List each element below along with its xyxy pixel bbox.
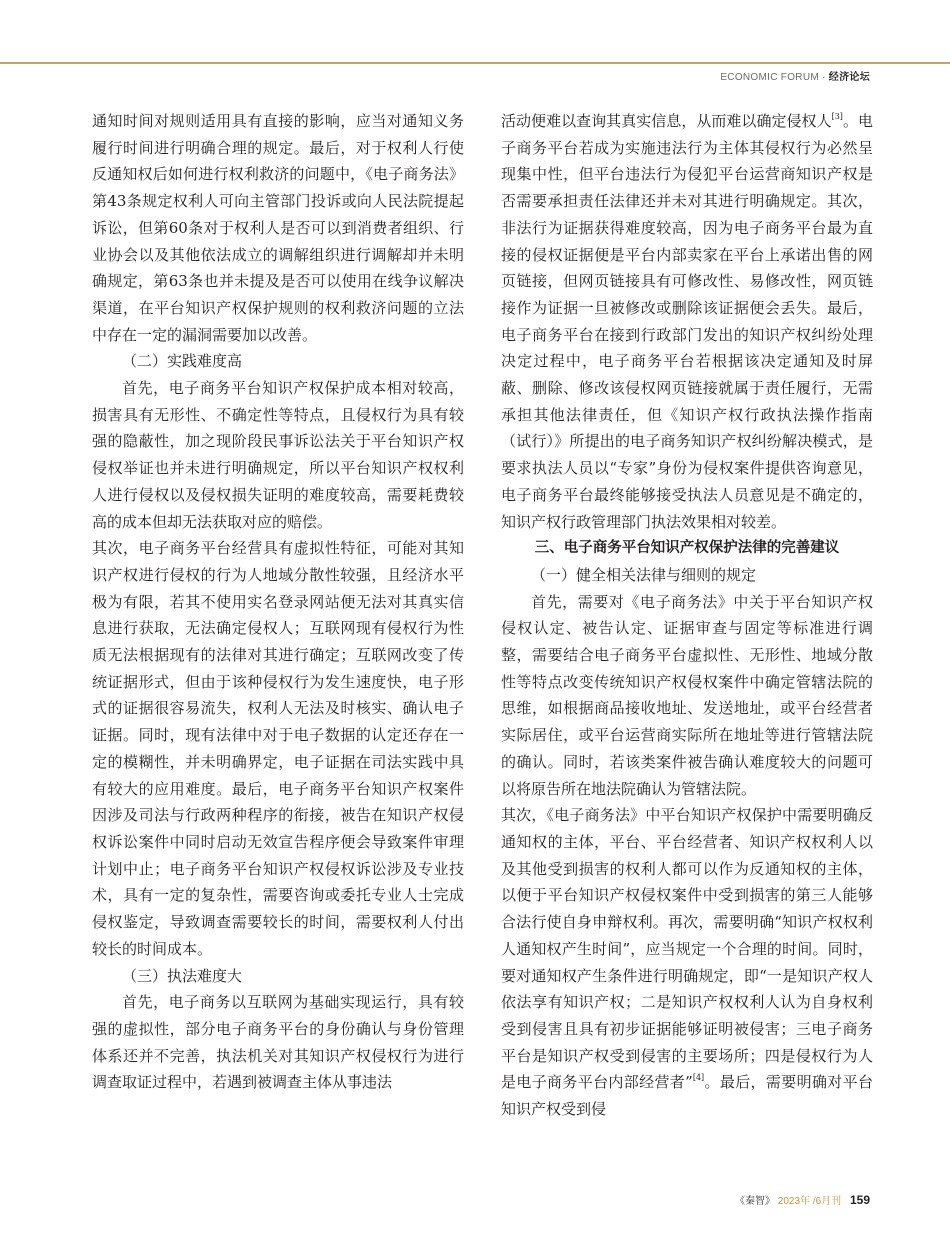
paragraph: 首先，需要对《电子商务法》中关于平台知识产权侵权认定、被告认定、证据审查与固定等标准进行调整，需要结合电子商务平台虚拟性、无形性、地域分散性等特点改变传统知识产权侵权案件中确定管辖法院的思维，如根据商品接收地址、发送地址，或平台经营者实际居住，或平台运营商实际所在地址等进行管辖法院的确认。同时，若该类案件被告确认难度较大的问题可以将原告所在地法院确认为管辖法院。	[501, 592, 873, 798]
paragraph	[501, 108, 873, 535]
paragraph-text: 。最后，需要明确对平台知识产权受到侵	[501, 1073, 873, 1119]
paragraph-text: 活动便难以查询其真实信息，从而难以确定侵权人	[501, 112, 832, 130]
section-heading: 三、电子商务平台知识产权保护法律的完善建议	[534, 540, 840, 557]
paragraph: 首先，电子商务平台知识产权保护成本相对较高，损害具有无形性、不确定性等特点，且侵权行为具有较强的隐蔽性，加之现阶段民事诉讼法关于平台知识产权侵权举证也并未进行明确规定，所以平台知识产权权利人进行侵权以及侵权损失证明的难度较高，需要耗费较高的成本但却无法获取对应的赔偿。	[92, 379, 464, 531]
top-rule	[0, 0, 950, 64]
paragraph: 首先，电子商务以互联网为基础实现运行，具有较强的虚拟性，部分电子商务平台的身份确认与身份管理体系还并不完善，执法机关对其知识产权侵权行为进行调查取证过程中，若遇到被调查主体从事违法	[92, 993, 464, 1092]
citation-ref: [4]	[692, 1073, 705, 1083]
subheading: （三）执法难度大	[122, 966, 243, 985]
page-footer	[735, 1192, 870, 1207]
header-separator: ·	[822, 72, 826, 83]
right-column	[501, 108, 873, 1123]
left-column	[92, 108, 464, 1096]
footer-journal: 《秦智》	[735, 1196, 776, 1207]
subheading: （一）健全相关法律与细则的规定	[531, 565, 757, 584]
journal-name-cn: 经济论坛	[828, 72, 870, 83]
paragraph-text: 其次，《电子商务法》中平台知识产权保护中需要明确反通知权的主体，平台、平台经营者、知识产权权利人以及其他受到损害的权利人都可以作为反通知权的主体，以便于平台知识产权侵权案件中受到损害的第三人能够合法行使自身申辩权利。再次，需要明确“知识产权权利人通知权产生时间”，应当规定一个合理的时间。同时，要对通知权产生条件进行明确规定，即“一是知识产权人依法享有知识产权；二是知识产权权利人认为自身权利受到侵害且具有初步证据能够证明被侵害；三电子商务平台是知识产权受到侵害的主要场所；四是侵权行为人是电子商务平台内部经营者”	[501, 806, 873, 1092]
paragraph: 通知时间对规则适用具有直接的影响，应当对通知义务履行时间进行明确合理的规定。最后，对于权利人行使反通知权后如何进行权利救济的问题中，《电子商务法》第43条规定权利人可向主管部门投诉或向人民法院提起诉讼，但第60条对于权利人是否可以到消费者组织、行业协会以及其他依法成立的调解组织进行调解却并未明确规定，第63条也并未提及是否可以使用在线争议解决渠道，在平台知识产权保护规则的权利救济问题的立法中存在一定的漏洞需要加以改善。	[92, 112, 464, 344]
footer-issue: 2023年 /6月刊	[777, 1196, 842, 1207]
citation-ref: [3]	[831, 112, 843, 121]
journal-name-en: ECONOMIC FORUM	[720, 72, 819, 83]
paragraph-text: 。电子商务平台若成为实施违法行为主体其侵权行为必然呈现集中性，但平台违法行为侵犯平台运营商知识产权是否需要承担责任法律还并未对其进行明确规定。其次，非法行为证据获得难度较高，因为电子商务平台最为直接的侵权证据便是平台内部卖家在平台上承诺出售的网页链接，但网页链接具有可修改性、易修改性，网页链接作为证据一旦被修改或删除该证据便会丢失。最后，电子商务平台在接到行政部门发出的知识产权纠纷处理决定过程中，电子商务平台若根据该决定通知及时屏蔽、删除、修改该侵权网页链接就属于责任履行，无需承担其他法律责任，但《知识产权行政执法操作指南（试行）》所提出的电子商务知识产权纠纷解决模式，是要求执法人员以“专家”身份为侵权案件提供咨询意见，电子商务平台最终能够接受执法人员意见是不确定的，知识产权行政管理部门执法效果相对较差。	[501, 112, 873, 531]
paragraph: 其次，电子商务平台经营具有虚拟性特征，可能对其知识产权进行侵权的行为人地域分散性较强，且经济水平极为有限，若其不使用实名登录网站便无法对其真实信息进行获取，无法确定侵权人；互联网现有侵权行为性质无法根据现有的法律对其进行确定；互联网改变了传统证据形式，但由于该种侵权行为发生速度快，电子形式的证据很容易流失，权利人无法及时核实、确认电子证据。同时，现有法律中对于电子数据的认定还存在一定的模糊性，并未明确界定，电子证据在司法实践中具有较大的应用难度。最后，电子商务平台知识产权案件因涉及司法与行政两种程序的衔接，被告在知识产权侵权诉讼案件中同时启动无效宣告程序便会导致案件审理计划中止；电子商务平台知识产权侵权诉讼涉及专业技术，具有一定的复杂性，需要咨询或委托专业人士完成侵权鉴定，导致调查需要较长的时间，需要权利人付出较长的时间成本。	[92, 539, 464, 958]
running-header	[720, 68, 870, 83]
page-number: 159	[849, 1193, 870, 1207]
paragraph	[501, 802, 873, 1122]
subheading: （二）实践难度高	[122, 352, 243, 371]
